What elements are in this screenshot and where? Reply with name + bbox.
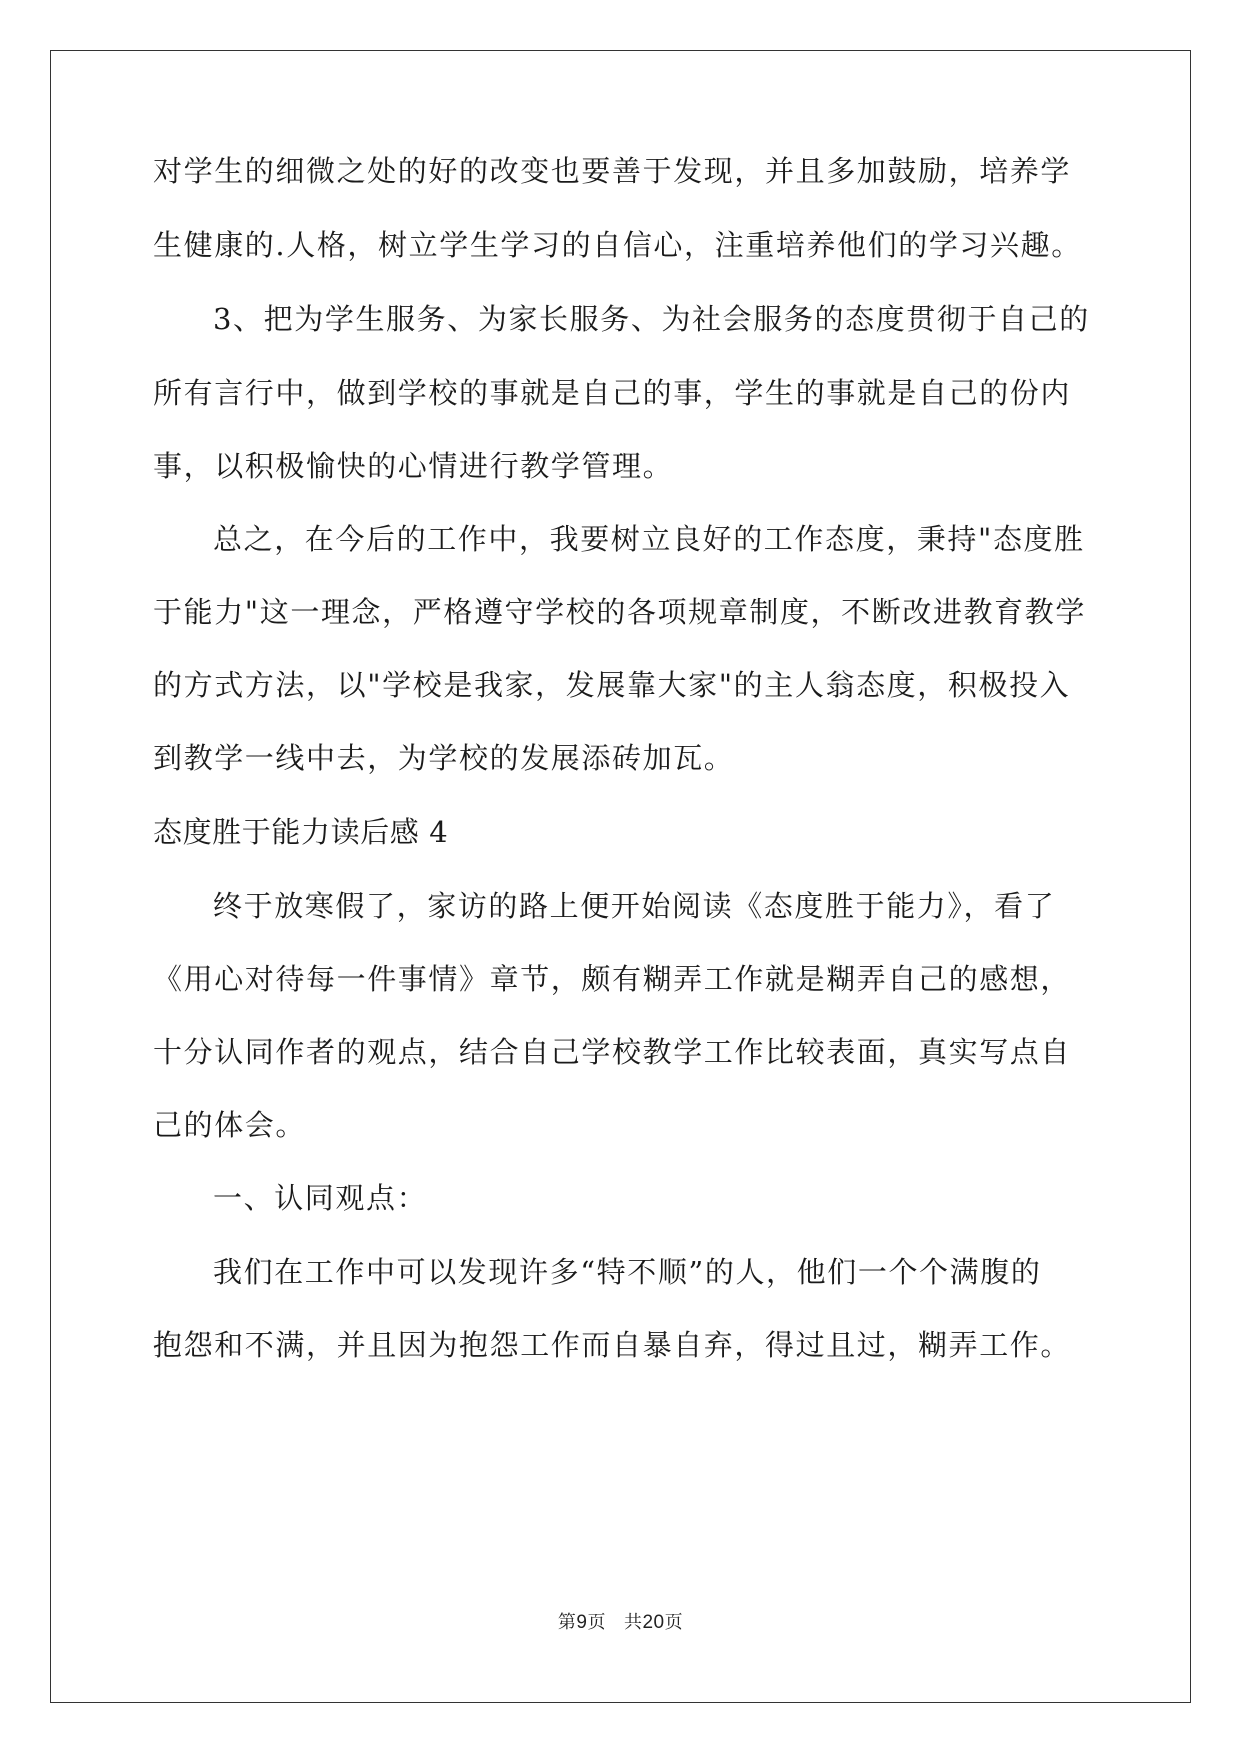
body-text-line: 对学生的细微之处的好的改变也要善于发现，并且多加鼓励，培养学 bbox=[153, 154, 1072, 188]
body-text-line: 十分认同作者的观点，结合自己学校教学工作比较表面，真实写点自 bbox=[153, 1035, 1072, 1069]
body-text-line: 的方式方法，以"学校是我家，发展靠大家"的主人翁态度，积极投入 bbox=[153, 668, 1071, 702]
section-heading: 态度胜于能力读后感 4 bbox=[153, 815, 449, 849]
body-text-line: 事，以积极愉快的心情进行教学管理。 bbox=[153, 449, 674, 483]
body-text-line: 生健康的.人格，树立学生学习的自信心，注重培养他们的学习兴趣。 bbox=[153, 228, 1082, 262]
body-text-line: 所有言行中，做到学校的事就是自己的事，学生的事就是自己的份内 bbox=[153, 376, 1072, 410]
footer-page-suffix: 页 bbox=[587, 1612, 606, 1633]
body-text-line: 到教学一线中去，为学校的发展添砖加瓦。 bbox=[153, 741, 735, 775]
subheading-line: 一、认同观点： bbox=[213, 1181, 428, 1215]
paragraph-start-line: 3、把为学生服务、为家长服务、为社会服务的态度贯彻于自己的 bbox=[213, 302, 1090, 336]
body-text-line: 于能力"这一理念，严格遵守学校的各项规章制度，不断改进教育教学 bbox=[153, 595, 1086, 629]
paragraph-start-line: 总之，在今后的工作中，我要树立良好的工作态度，秉持"态度胜 bbox=[213, 522, 1085, 556]
page-footer bbox=[0, 1608, 1241, 1634]
body-text-line: 抱怨和不满，并且因为抱怨工作而自暴自弃，得过且过，糊弄工作。 bbox=[153, 1328, 1072, 1362]
body-text-line: 己的体会。 bbox=[153, 1108, 307, 1142]
footer-prefix: 第 bbox=[557, 1612, 577, 1633]
body-text-line: 《用心对待每一件事情》章节，颇有糊弄工作就是糊弄自己的感想， bbox=[153, 962, 1072, 996]
page-number: 9 bbox=[576, 1612, 588, 1633]
footer-total-prefix: 共 bbox=[623, 1612, 643, 1633]
paragraph-start-line: 我们在工作中可以发现许多“特不顺”的人，他们一个个满腹的 bbox=[213, 1255, 1042, 1289]
paragraph-start-line: 终于放寒假了，家访的路上便开始阅读《态度胜于能力》，看了 bbox=[213, 889, 1056, 923]
total-pages: 20 bbox=[642, 1612, 665, 1633]
page-border bbox=[50, 50, 1191, 1703]
footer-total-suffix: 页 bbox=[664, 1612, 684, 1633]
